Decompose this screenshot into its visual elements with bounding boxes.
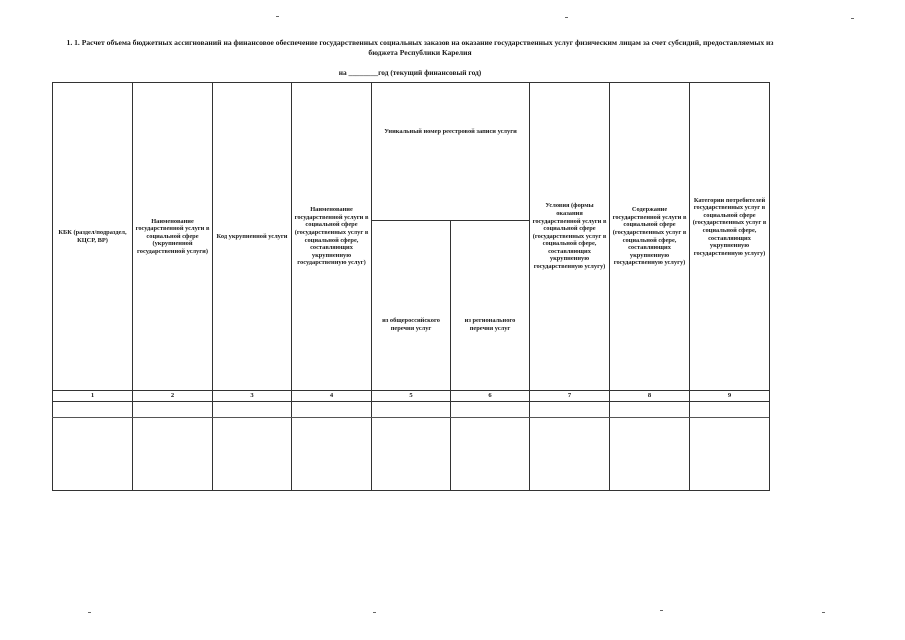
header-conditions: Условия (формы оказания государственной услуги в социальной сфере (государственных услуг в социальной сфере, составляющих укрупненную государственную услугу) [530,83,610,391]
data-cell[interactable] [53,402,133,491]
scan-speck [276,16,279,17]
data-cell[interactable] [213,402,292,491]
column-number: 1 [53,391,133,402]
header-regional-list: из регионального перечня услуг [451,221,530,391]
header-all-russian-list: из общероссийского перечня услуг [372,221,451,391]
header-kbk: КБК (раздел/подраздел, КЦСР, ВР) [53,83,133,391]
column-number: 3 [213,391,292,402]
scan-speck [565,17,568,18]
column-number: 6 [451,391,530,402]
column-number: 9 [690,391,770,402]
header-row-top [53,83,770,221]
header-service-components: Наименование государственной услуги в социальной сфере (государственных услуг в социальной сфере, составляющих укрупненную государственную услуг) [292,83,372,391]
scan-speck [88,612,91,613]
document-subtitle: на ________год (текущий финансовый год) [338,68,482,77]
header-consumer-categories: Категории потребителей государственных услуг в социальной сфере (государственных услуг в социальной сфере, составляющих укрупненную государственную услугу) [690,83,770,391]
data-cell[interactable] [133,402,213,491]
header-service-code: Код укрупненной услуги [213,83,292,391]
document-title: 1. 1. Расчет объема бюджетных ассигнований на финансовое обеспечение государственных социальных заказов на оказание государственных услуг физическим лицам за счет субсидий, предоставляемых из бюджета Республики Карелия [66,38,774,57]
column-number: 7 [530,391,610,402]
scan-speck [822,612,825,613]
header-service-name: Наименование государственной услуги в социальной сфере (укрупненной государственной услуги) [133,83,213,391]
data-cell[interactable] [292,402,372,491]
bottom-rule [52,417,769,418]
data-cell[interactable] [372,402,451,491]
header-registry-number: Уникальный номер реестровой записи услуги [372,83,530,221]
budget-table [52,82,770,491]
scan-speck [660,610,663,611]
column-number: 5 [372,391,451,402]
data-cell[interactable] [610,402,690,491]
table-row [53,402,770,491]
data-cell[interactable] [451,402,530,491]
column-number: 4 [292,391,372,402]
data-cell[interactable] [690,402,770,491]
column-number: 2 [133,391,213,402]
scan-speck [373,612,376,613]
column-number-row [53,391,770,402]
column-number: 8 [610,391,690,402]
data-cell[interactable] [530,402,610,491]
scan-speck [851,18,854,19]
header-content: Содержание государственной услуги в социальной сфере (государственных услуг в социальной сфере, составляющих укрупненную государственную услугу) [610,83,690,391]
